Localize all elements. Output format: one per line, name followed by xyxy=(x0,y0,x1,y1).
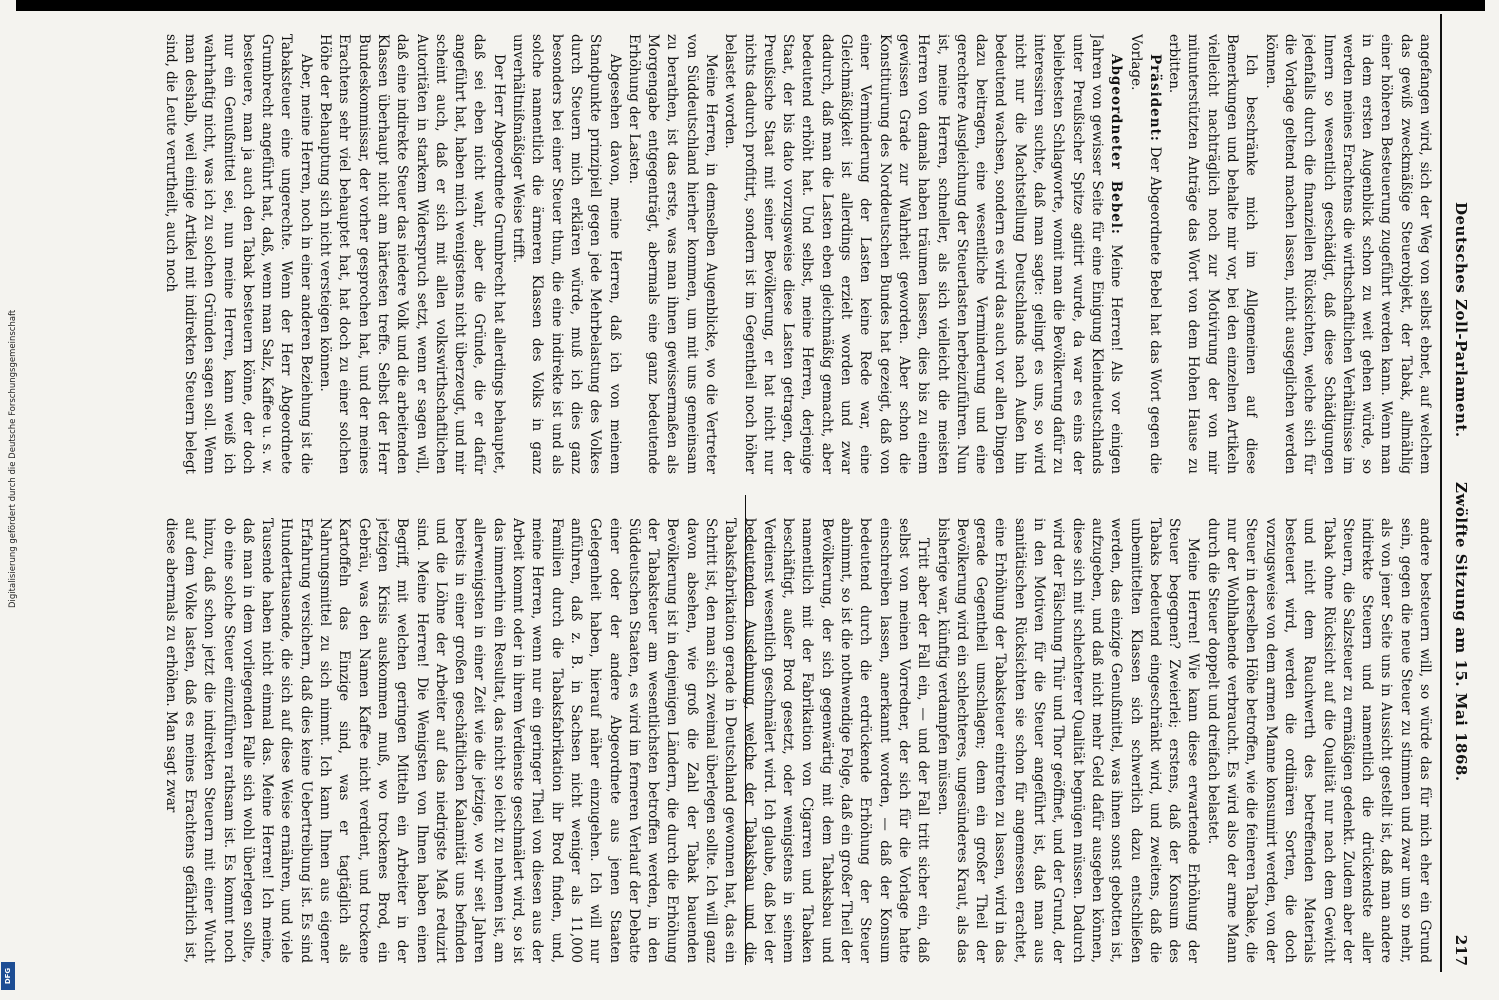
paragraph: Der Herr Abgeordnete Grumbrecht hat allerdings behauptet, daß sei eben nicht wahr, aber die Gründe, die er dafür angeführt hat, haben mich wenigstens nicht überzeugt, und mir scheint auch, daß er sich mit allen volkswirthschaftlichen Autoritäten in starkem Widerspruch setzt, wenn er sagen will, daß eine indirekte Steuer das niedere Volk und die arbeitenden Klassen überhaupt nicht am härtesten treffe. Selbst der Herr Bundeskommissar, der vorher gesprochen hat, und der meines Erachtens sehr viel behauptet hat, hat doch zu einer solchen Höhe der Behauptung sich nicht versteigen können. xyxy=(317,34,507,474)
scan-top-edge xyxy=(0,0,1485,11)
speaker-name: Abgeordneter Bebel: xyxy=(1108,54,1125,235)
speech-text: Der Abgeordnete Bebel hat das Wort gegen die Vorlage. xyxy=(1127,34,1163,474)
dfg-logo-text: DFG xyxy=(4,967,12,985)
paragraph xyxy=(1125,34,1164,474)
session-title: Zwölfte Sitzung am 15. Mai 1868. xyxy=(1452,482,1470,782)
dfg-logo-icon xyxy=(1,962,15,990)
paragraph: Tritt aber der Fall ein, — und der Fall tritt sicher ein, daß selbst von meinen Vorredner, der sich für die Vorlage hatte einschreiben lassen, anerkannt worden, — daß der Konsum bedeutend durch die erdrückende Erhöhung der Steuer abnimmt, so ist die nothwendige Folge, daß ein großer Theil der Bevölkerung, der sich gegenwärtig mit dem Tabaksbau und namentlich mit der Fabrikation von Cigarren und Tabaken beschäftigt, außer Brod gesetzt, oder wenigstens in seinem Verdienst wesentlich geschmälert wird. Ich glaube, daß bei der bedeutenden Ausdehnung, welche der Tabaksbau und die Tabaksfabrikation gerade in Deutschland gewonnen hat, das ein Schritt ist, den man sich zweimal überlegen sollte. Ich will ganz davon absehen, wie groß die Zahl der Tabak bauenden Bevölkerung ist in denjenigen Ländern, die durch die Erhöhung der Tabaksteuer am wesentlichsten betroffen werden, in den Süddeutschen Staaten, es wird im ferneren Verlauf der Debatte einer oder der andere Abgeordnete aus jenen Staaten Gelegenheit haben, hierauf näher einzugehen. Ich will nur anführen, daß z. B. in Sachsen nicht weniger als 11,000 Familien durch die Tabaksfabrikation ihr Brod finden, und, meine Herren, wenn nur ein geringer Theil von diesen aus der Arbeit kommt oder in ihrem Verdienste geschmälert wird, so ist das immerhin ein Resultat, das nicht so leicht zu nehmen ist, am allerwenigsten in einer Zeit wie die jetzige, wo wir seit Jahren bereits in einer großen geschäftlichen Kalamität uns befinden und die Löhne der Arbeiter auf das niedrigste Maß reduzirt sind. Meine Herren! Die Wenigsten von Ihnen haben einen Begriff, mit welchen geringen Mitteln ein Arbeiter in der jetzigen Krisis auskommen muß, wo trockenes Brod, ein Gebräu, was den Namen Kaffee nicht verdient, und trockene Kartoffeln das Einzige sind, was er tagtäglich als Nahrungsmittel zu sich nimmt. Ich kann Ihnen aus eigener Erfahrung versichern, daß dies keine Uebertreibung ist. Es sind Hunderttausende, die sich auf diese Weise ernähren, und viele Tausende haben nicht einmal das. Meine Herren! Ich meine, daß man in dem vorliegenden Falle sich wohl überlegen sollte, ob eine solche Steuer einzuführen rathsam ist. Es kommt noch hinzu, daß schon jetzt die indirekten Steuern mit einer Wucht auf dem Volke lasten, daß es meines Erachtens gefährlich ist, diese abermals zu erhöhen. Man sagt zwar xyxy=(162,518,932,963)
document-page xyxy=(32,12,1480,980)
digitization-sidebar xyxy=(0,0,16,1000)
paragraph: Abgesehen davon, meine Herren, daß ich von meinem Standpunkte prinzipiell gegen jede Mehrbelastung des Volkes durch Steuern mich erklären würde, muß ich dies ganz besonders bei einer Steuer thun, die eine indirekte ist und als solche namentlich die ärmeren Klassen des Volks in ganz unverhältnißmäßiger Weise trifft. xyxy=(510,34,623,474)
paragraph: andere besteuern will, so würde das für mich eher ein Grund sein, gegen die neue Steuer zu stimmen und zwar um so mehr, als von jener Seite uns in Aussicht gestellt ist, daß man andere indirekte Steuern und namentlich die drückendste aller Steuern, die Salzsteuer zu ermäßigen gedenkt. Zudem aber der Tabak ohne Rücksicht auf die Qualität nur nach dem Gewicht und nicht dem Rauchwerth des betreffenden Materials besteuert wird, werden die ordinären Sorten, die doch vorzugsweise von dem armen Manne konsumirt werden, von der Steuer in derselben Höhe betroffen, wie die feineren Tabake, die nur der Wohlhabende verbraucht. Es wird also der arme Mann durch die Steuer doppelt und dreifach belastet. xyxy=(1204,518,1433,963)
running-title: Deutsches Zoll-Parlament. xyxy=(1452,202,1470,438)
paragraph xyxy=(720,34,1125,474)
speaker-name: Präsident: xyxy=(1146,54,1163,142)
paragraph: Ich beschränke mich im Allgemeinen auf diese Bemerkungen und behalte mir vor, bei den einzelnen Artikeln vielleicht nachträglich noch zur Motivirung der von mir mitunterstützten Anträge das Wort von dem Hohen Hause zu erbitten. xyxy=(1166,34,1260,474)
paragraph: Meine Herren! Wie kann diese erwartende Erhöhung der Steuer begegnen? Zweierlei; erstens, daß der Konsum des Tabaks bedeutend eingeschränkt wird, und zweitens, daß die unbemittelten Klassen sich schwerlich dazu entschließen werden, das einzige Genußmittel, was ihnen sonst gebotten ist, aufzugeben, und daß nicht mehr Geld dafür ausgeben können, diese sich mit schlechterer Qualität begnügen müssen. Dadurch wird der Fälschung Thür und Thor geöffnet, und der Grund, der in den Motiven für die Steuer angeführt ist, daß man aus sanitätischen Rücksichten sie schon für angemessen erachtet, eine Erhöhung der Tabaksteuer eintreten zu lassen, wird in das gerade Gegentheil umschlagen; denn ein großer Theil der Bevölkerung wird ein schlechteres, ungesünderes Kraut, als das bisherige war, künftig verdampfen müssen. xyxy=(934,518,1202,963)
speech-text: Meine Herren! Als vor einigen Jahren von gewisser Seite für eine Einigung Kleindeutschlands unter Preußischer Spitze agitirt wurde, da war es eins der beliebtesten Schlagworte, womit man die Bevölkerung dafür zu interessiren suchte, daß man sagte: gelingt es uns, so wird nicht nur die Machtstellung Deutschlands nach Außen hin bedeutend wachsen, sondern es wird das auch vor allen Dingen dazu beitragen, eine wesentliche Verminderung und eine gerechtere Ausgleichung der Steuerlasten herbeizuführen. Nun ist, meine Herren, schneller, als sich vielleicht die meisten Herren von damals haben träumen lassen, dies bis zu einem gewissen Grade zur Wahrheit geworden. Aber schon die Konstituirung des Norddeutschen Bundes hat gezeigt, daß von einer Verminderung der Lasten keine Rede war, eine Gleichmäßigkeit ist allerdings erzielt worden und zwar dadurch, daß man die Lasten eben gleichmäßig gemacht, aber bedeutend erhöht hat. Und selbst, meine Herren, derjenige Staat, der bis dato vorzugsweise diese Lasten getragen, der Preußische Staat mit seiner Bevölkerung, er hat nicht nur nichts dadurch profitirt, sondern ist im Gegentheil noch höher belastet worden. xyxy=(722,34,1125,474)
paragraph: Meine Herren, in demselben Augenblicke, wo die Vertreter von Süddeutschland hierher kommen, um mit uns gemeinsam zu berathen, ist das erste, was man ihnen gewissermaßen als Morgengabe entgegenträgt, abermals eine ganz bedeutende Erhöhung der Lasten. xyxy=(625,34,720,474)
text-column-right xyxy=(44,518,1434,963)
page-number: 217 xyxy=(1452,934,1470,966)
page-header xyxy=(1444,12,1480,980)
funding-caption-text: Digitalisierung gefördert durch die Deutsche Forschungsgemeinschaft xyxy=(8,309,18,608)
paragraph: angefangen wird, sich der Weg von selbst ebnet, auf welchem das gewiß zweckmäßige Steuerobjekt, der Tabak, allmählig einer höheren Besteuerung zugeführt werden kann. Wenn man in dem ersten Augenblick schon zu weit gehen würde, so werden meines Erachtens die wirthschaftlichen Verhältnisse im Innern so wesentlich geschädigt, daß diese Schädigungen jedenfalls durch die finanziellen Rücksichten, welche sich für die Vorlage geltend machen lassen, nicht ausgeglichen werden können. xyxy=(1262,34,1433,474)
paragraph: Aber, meine Herren, noch in einer anderen Beziehung ist die Tabaksteuer eine ungerechte. Wenn der Herr Abgeordnete Grumbrecht angeführt hat, daß, wenn man Salz, Kaffee u. s. w. besteuere, man ja auch den Tabak besteuern könne, der doch nur ein Genußmittel sei, nun meine Herren, kann weiß ich wahrhaftig nicht, was ich zu solchen Gründen sagen soll. Wenn man deshalb, weil einige Artikel mit indirekten Steuern belegt sind, die Leute verurtheilt, auch noch xyxy=(162,34,314,474)
text-column-left xyxy=(44,34,1434,474)
